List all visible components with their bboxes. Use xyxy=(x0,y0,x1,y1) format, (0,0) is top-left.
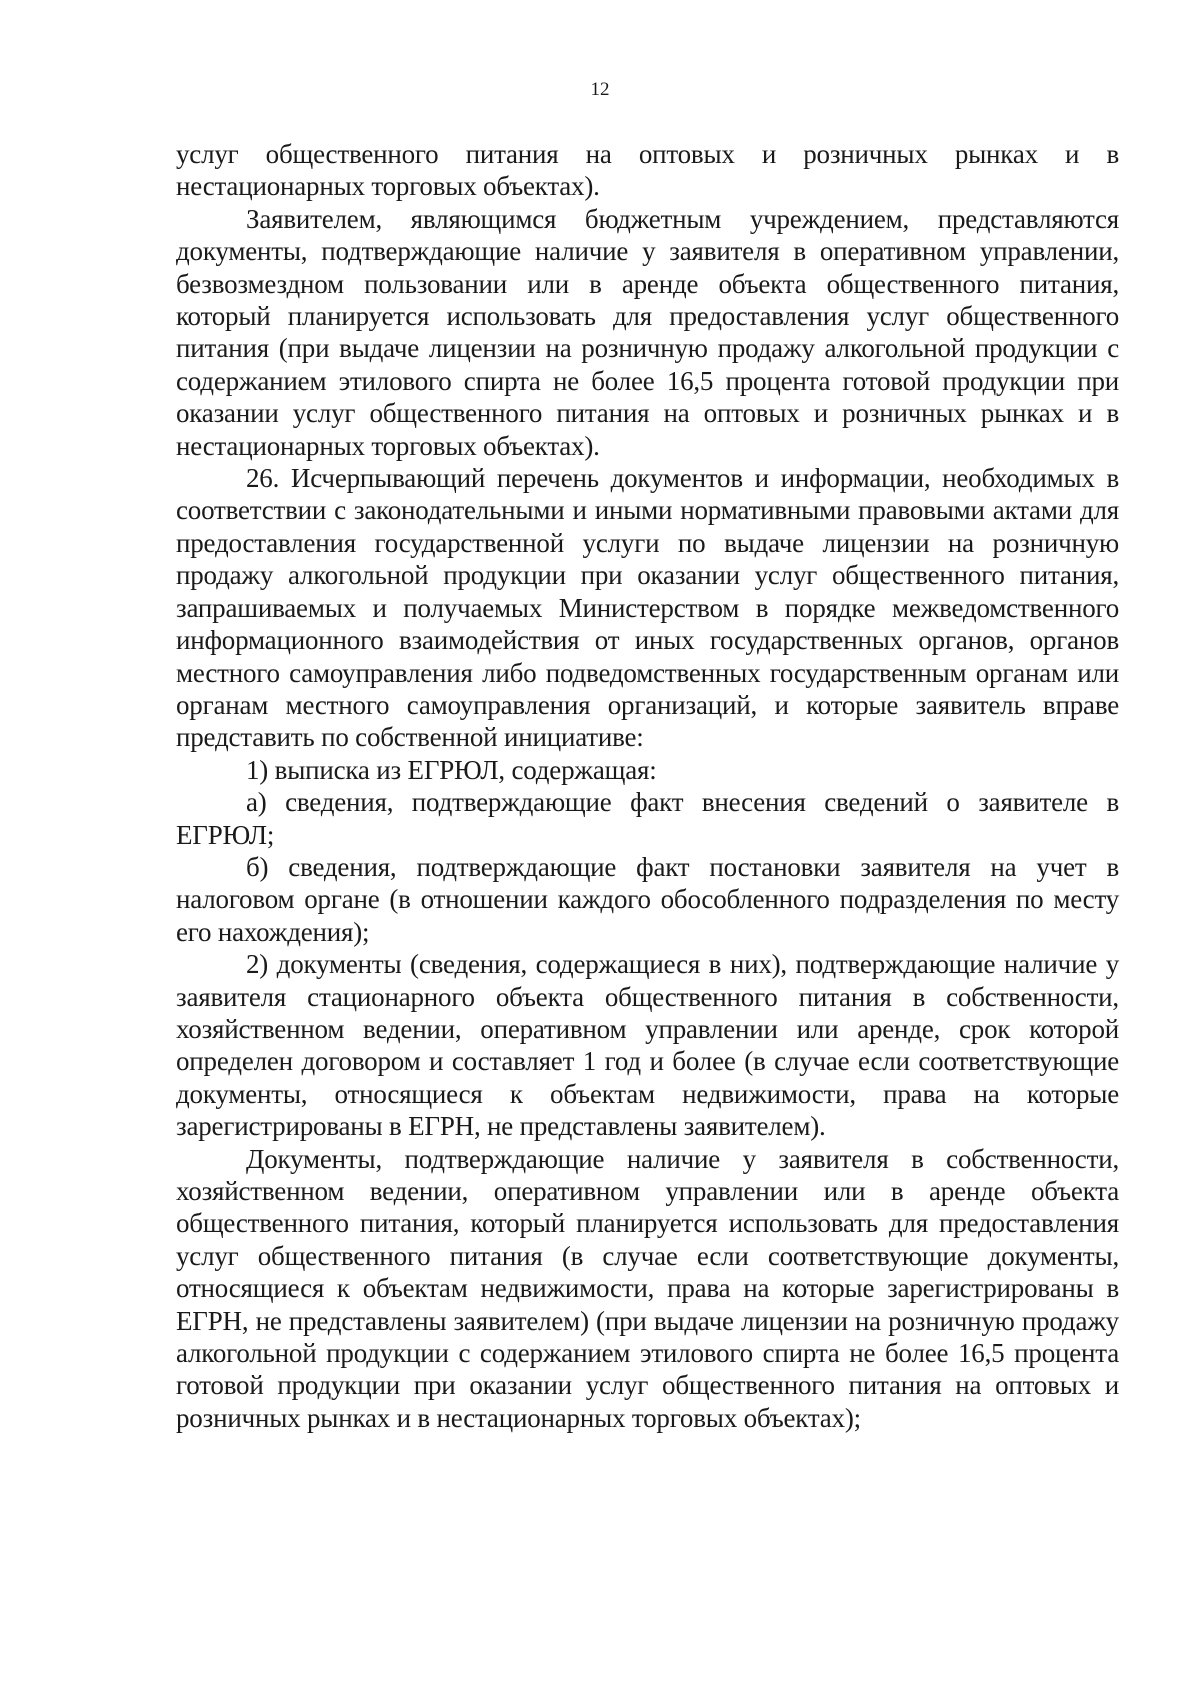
page-number: 12 xyxy=(590,79,610,100)
paragraph: 26. Исчерпывающий перечень документов и информации, необходимых в соответствии с законодательными и иными нормативными правовыми актами для предоставления государственной услуги по выдаче лицензии на розничную продажу алкогольной продукции при оказании услуг общественного питания, запрашиваемых и получаемых Министерством в порядке межведомственного информационного взаимодействия от иных государственных органов, органов местного самоуправления либо подведомственных государственным органам или органам местного самоуправления организаций, и которые заявитель вправе представить по собственной инициативе: xyxy=(176,463,1119,753)
list-item: 1) выписка из ЕГРЮЛ, содержащая: xyxy=(246,754,657,785)
paragraph: Заявителем, являющимся бюджетным учреждением, представляются документы, подтверждающие наличие у заявителя в оперативном управлении, безвозмездном пользовании или в аренде объекта общественного питания, который планируется использовать для предоставления услуг общественного питания (при выдаче лицензии на розничную продажу алкогольной продукции с содержанием этилового спирта не более 16,5 процента готовой продукции при оказании услуг общественного питания на оптовых и розничных рынках и в нестационарных торговых объектах). xyxy=(176,203,1119,461)
paragraph: услуг общественного питания на оптовых и розничных рынках и в нестационарных торговых объектах). xyxy=(176,139,1119,202)
list-item: 2) документы (сведения, содержащиеся в них), подтверждающие наличие у заявителя стационарного объекта общественного питания в собственности, хозяйственном ведении, оперативном управлении или аренде, срок которой определен договором и составляет 1 год и более (в случае если соответствующие документы, относящиеся к объектам недвижимости, права на которые зарегистрированы в ЕГРН, не представлены заявителем). xyxy=(176,949,1119,1142)
list-item: а) сведения, подтверждающие факт внесения сведений о заявителе в ЕГРЮЛ; xyxy=(176,787,1119,850)
list-item: б) сведения, подтверждающие факт постановки заявителя на учет в налоговом органе (в отношении каждого обособленного подразделения по месту его нахождения); xyxy=(176,851,1119,947)
document-body xyxy=(176,138,1119,1434)
paragraph: Документы, подтверждающие наличие у заявителя в собственности, хозяйственном ведении, оперативном управлении или в аренде объекта общественного питания, который планируется использовать для предоставления услуг общественного питания (в случае если соответствующие документы, относящиеся к объектам недвижимости, права на которые зарегистрированы в ЕГРН, не представлены заявителем) (при выдаче лицензии на розничную продажу алкогольной продукции с содержанием этилового спирта не более 16,5 процента готовой продукции при оказании услуг общественного питания на оптовых и розничных рынках и в нестационарных торговых объектах); xyxy=(176,1143,1119,1433)
